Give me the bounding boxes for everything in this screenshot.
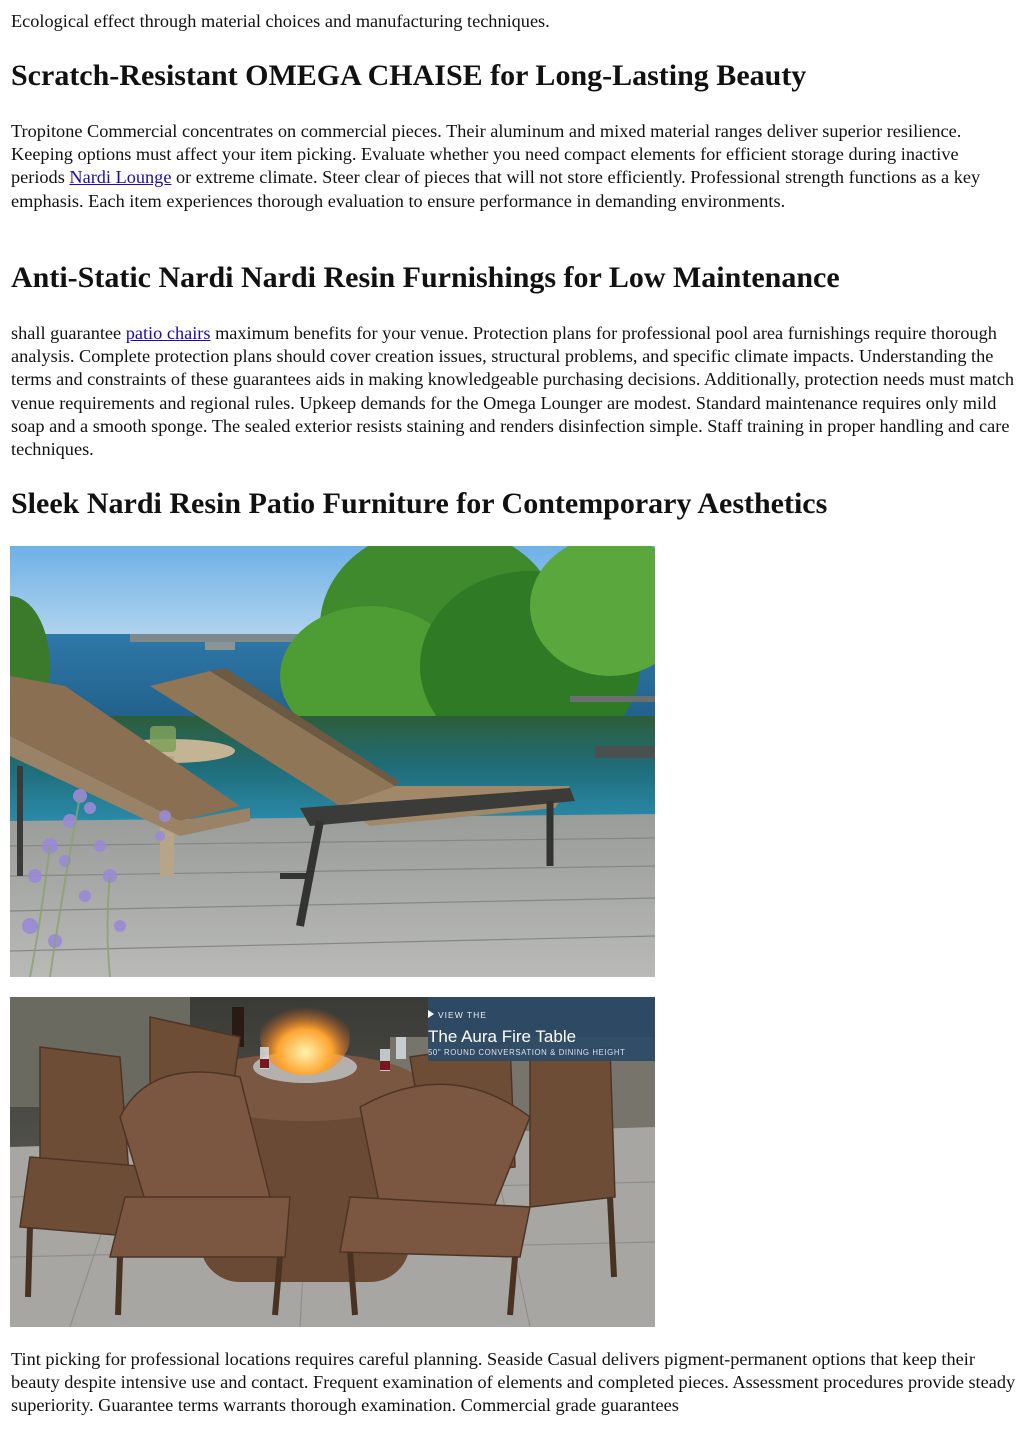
banner-subtitle: 50" ROUND CONVERSATION & DINING HEIGHT [428,1048,626,1057]
patio-chairs-link[interactable]: patio chairs [125,323,211,343]
paragraph-text: Tropitone Commercial concentrates on commercial pieces. Their aluminum and mixed material ranges deliver superior resilience. Keeping options must affect your item picking. Evaluate whether you need compact elements for efficient storage during inactive periods [11,121,962,188]
intro-paragraph: Ecological effect through material choices and manufacturing techniques. [11,11,550,31]
section-heading-omega-chaise: Scratch-Resistant OMEGA CHAISE for Long-Lasting Beauty [11,59,807,92]
fire-table-photo [10,997,655,1327]
section-heading-sleek: Sleek Nardi Resin Patio Furniture for Contemporary Aesthetics [11,487,828,520]
banner-kicker: VIEW THE [438,1010,487,1020]
nardi-lounge-link[interactable]: Nardi Lounge [69,167,172,188]
section-heading-anti-static: Anti-Static Nardi Nardi Resin Furnishings for Low Maintenance [11,261,840,294]
paragraph-tropitone [11,120,1016,213]
poolside-lounger-photo [10,546,655,977]
paragraph-protection [11,322,1016,461]
paragraph-text: or extreme climate. Steer clear of pieces that will not store efficiently. Professional strength functions as a key emphasis. Each item experiences thorough evaluation to ensure performance in demanding environments. [11,167,981,211]
banner-title: The Aura Fire Table [428,1027,577,1046]
closing-paragraph: Tint picking for professional locations requires careful planning. Seaside Casual delivers pigment-permanent options that keep their beauty despite intensive use and contact. Frequent examination of elements and completed pieces. Assessment procedures provide steady superiority. Guarantee terms warrants thorough examination. Commercial grade guarantees [11,1349,1016,1416]
paragraph-text: maximum benefits for your venue. Protection plans for professional pool area furnishings require thorough analysis. Complete protection plans should cover creation issues, structural problems, and specific climate impacts. Understanding the terms and constraints of these guarantees aids in making knowledgeable purchasing decisions. Additionally, protection needs must match venue requirements and regional rules. Upkeep demands for the Omega Lounger are modest. Standard maintenance requires only mild soap and a smooth sponge. The sealed exterior resists staining and renders disinfection simple. Staff training in proper handling and care techniques. [11,323,1015,460]
paragraph-text: shall guarantee [11,323,126,343]
